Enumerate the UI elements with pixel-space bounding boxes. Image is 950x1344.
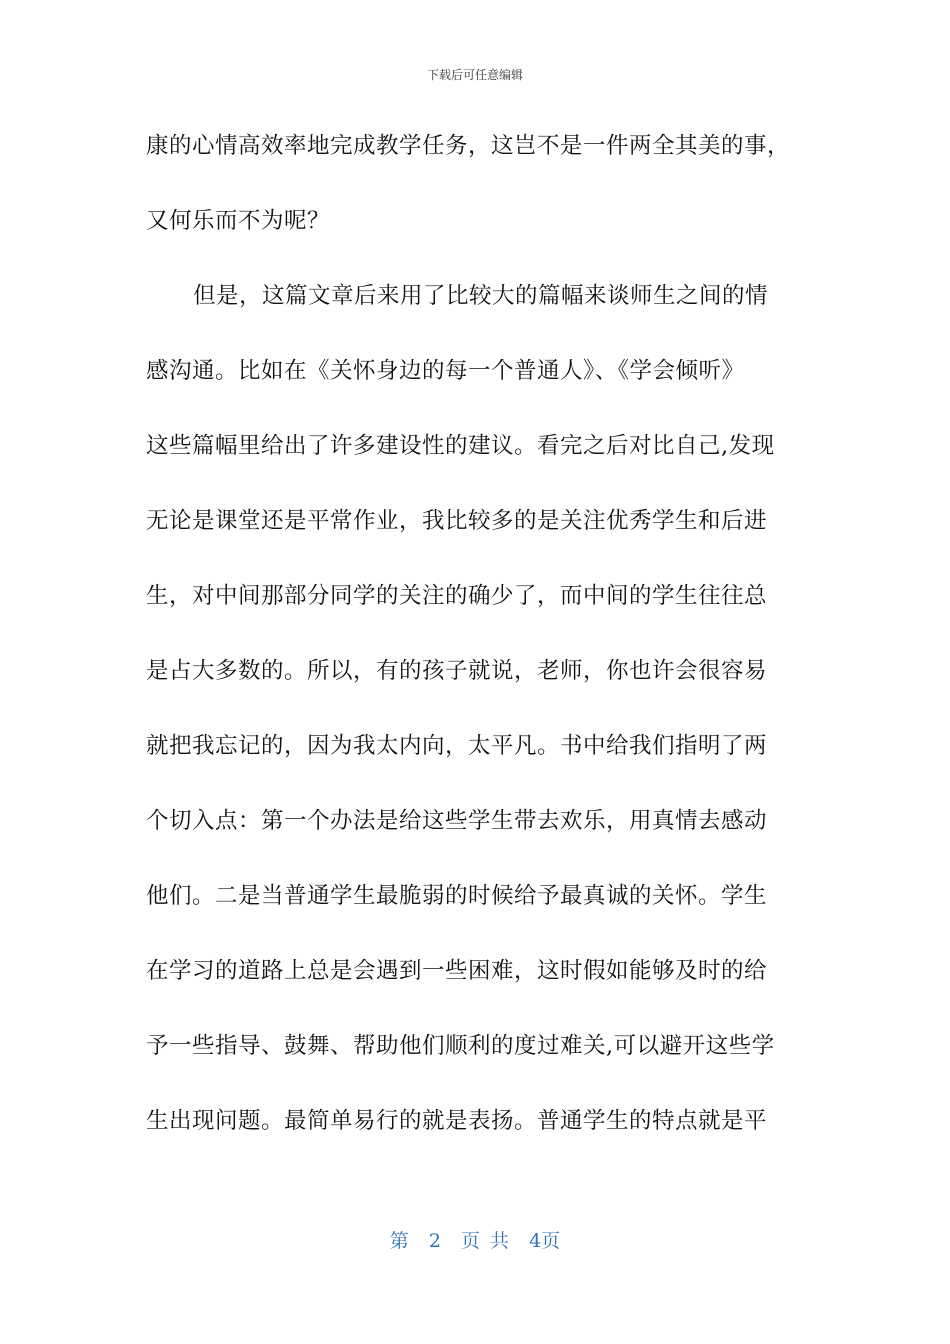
text-line: 予一些指导、鼓舞、帮助他们顺利的度过难关,可以避开这些学 bbox=[146, 1033, 775, 1059]
footer-prefix: 第 bbox=[389, 1230, 409, 1252]
text-line: 他们。二是当普通学生最脆弱的时候给予最真诚的关怀。学生 bbox=[146, 883, 768, 909]
paragraph bbox=[146, 270, 806, 1170]
text-line: 又何乐而不为呢？ bbox=[146, 208, 331, 234]
text-line: 无论是课堂还是平常作业，我比较多的是关注优秀学生和后进 bbox=[146, 508, 768, 534]
document-body bbox=[146, 120, 806, 1170]
text-line: 就把我忘记的，因为我太内向，太平凡。书中给我们指明了两 bbox=[146, 733, 768, 759]
text-line: 这些篇幅里给出了许多建设性的建议。看完之后对比自己,发现 bbox=[146, 433, 775, 459]
text-line: 生，对中间那部分同学的关注的确少了，而中间的学生往往总 bbox=[146, 583, 768, 609]
footer-middle: 页 共 bbox=[461, 1230, 510, 1252]
header-text: 下载后可任意编辑 bbox=[426, 68, 523, 82]
text-line: 但是，这篇文章后来用了比较大的篇幅来谈师生之间的情 bbox=[193, 283, 769, 309]
text-line: 是占大多数的。所以，有的孩子就说，老师，你也许会很容易 bbox=[146, 658, 768, 684]
paragraph bbox=[146, 120, 806, 270]
footer-total-pages: 4页 bbox=[529, 1230, 561, 1252]
footer-page-number: 2 bbox=[428, 1230, 441, 1252]
text-line: 康的心情高效率地完成教学任务，这岂不是一件两全其美的事， bbox=[146, 133, 791, 159]
text-line: 感沟通。比如在《关怀身边的每一个普通人》、《学会倾听》 bbox=[146, 358, 745, 384]
text-line: 在学习的道路上总是会遇到一些困难，这时假如能够及时的给 bbox=[146, 958, 768, 984]
page-footer bbox=[0, 1226, 950, 1253]
text-line: 生出现问题。最简单易行的就是表扬。普通学生的特点就是平 bbox=[146, 1108, 768, 1134]
text-line: 个切入点：第一个办法是给这些学生带去欢乐，用真情去感动 bbox=[146, 808, 768, 834]
page-header bbox=[0, 66, 950, 83]
